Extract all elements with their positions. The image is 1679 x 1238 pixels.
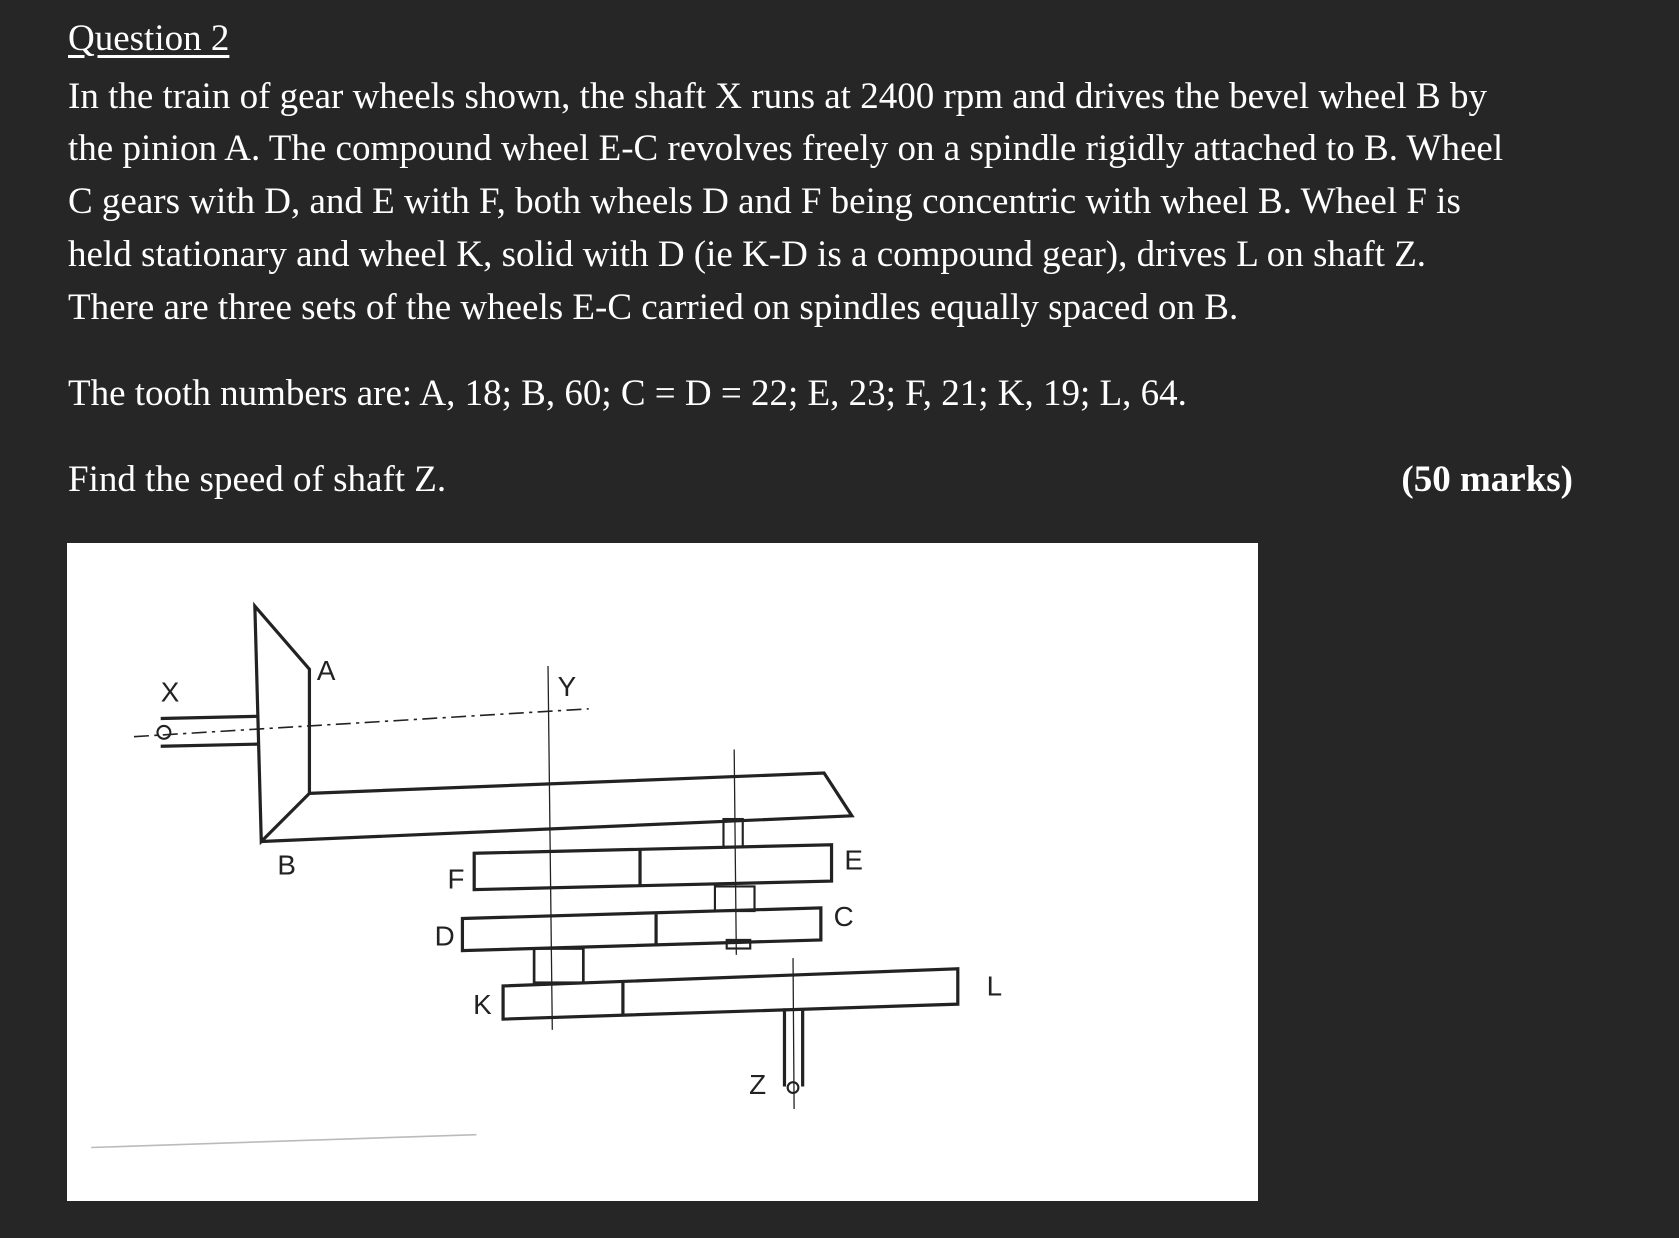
paragraph-line: There are three sets of the wheels E-C carried on spindles equally spaced on B. [68, 287, 1239, 328]
faint-edge-line [91, 1135, 476, 1148]
hub-k-d [534, 948, 583, 982]
label-z: Z [749, 1069, 767, 1101]
label-b: B [277, 849, 296, 881]
label-y: Y [557, 670, 577, 702]
shaft-x [157, 716, 257, 746]
spindle-hub-upper [723, 819, 742, 847]
gear-train-svg [67, 543, 1258, 1201]
shaft-x-axis [134, 709, 589, 737]
paragraph-line: C gears with D, and E with F, both wheels D and F being concentric with wheel B. Wheel F is [68, 181, 1461, 222]
marks-label: (50 marks) [1401, 459, 1573, 500]
task-text: Find the speed of shaft Z. [68, 459, 447, 500]
label-d: D [434, 920, 455, 952]
label-f: F [447, 863, 465, 895]
paragraph-line: held stationary and wheel K, solid with D (ie K-D is a compound gear), drives L on shaft Z. [68, 234, 1427, 275]
pinion-a [255, 606, 310, 841]
bevel-wheel-b [261, 773, 852, 841]
tooth-numbers: The tooth numbers are: A, 18; B, 60; C = D = 22; E, 23; F, 21; K, 19; L, 64. [68, 373, 1187, 414]
gear-d-c [462, 908, 820, 951]
spindle-axis [734, 749, 736, 954]
label-l: L [986, 970, 1003, 1002]
label-e: E [844, 844, 863, 876]
gear-train-diagram [67, 543, 1258, 1201]
spindle-hub-middle [715, 886, 755, 911]
paragraph-line: the pinion A. The compound wheel E-C revolves freely on a spindle rigidly attached to B. Wheel [68, 128, 1504, 169]
label-k: K [473, 988, 492, 1020]
gear-k-l [503, 969, 958, 1019]
paragraph-line: In the train of gear wheels shown, the shaft X runs at 2400 rpm and drives the bevel wheel B by [68, 76, 1487, 117]
label-x: X [160, 676, 180, 708]
shaft-z [784, 958, 802, 1109]
gear-f-e [474, 845, 831, 890]
label-c: C [833, 901, 854, 933]
axis-y [548, 666, 552, 1030]
question-title: Question 2 [68, 18, 230, 59]
label-a: A [316, 654, 336, 686]
